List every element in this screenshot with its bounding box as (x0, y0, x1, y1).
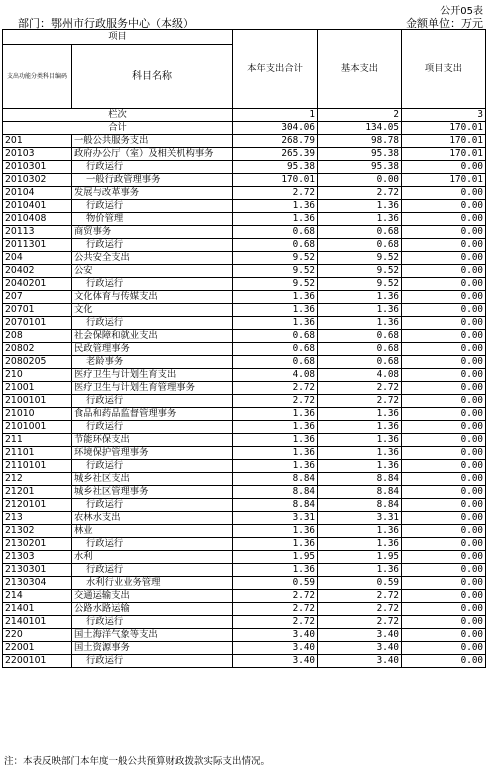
row-name: 医疗卫生与计划生育支出 (72, 369, 233, 382)
row-name: 行政运行 (72, 538, 233, 551)
row-total: 0.59 (233, 577, 318, 590)
row-code: 2010301 (3, 161, 72, 174)
total-basic: 134.05 (318, 122, 402, 135)
table-row (3, 356, 486, 369)
row-basic: 3.40 (318, 642, 402, 655)
row-name: 国土资源事务 (72, 642, 233, 655)
row-project: 0.00 (402, 460, 486, 473)
row-name: 公共安全支出 (72, 252, 233, 265)
row-project: 0.00 (402, 213, 486, 226)
row-code: 21302 (3, 525, 72, 538)
row-code: 207 (3, 291, 72, 304)
index-label: 栏次 (3, 109, 233, 122)
table-row (3, 642, 486, 655)
row-basic: 9.52 (318, 278, 402, 291)
row-total: 2.72 (233, 590, 318, 603)
row-basic: 1.36 (318, 564, 402, 577)
row-total: 170.01 (233, 174, 318, 187)
table-row (3, 603, 486, 616)
row-total: 2.72 (233, 395, 318, 408)
row-project: 0.00 (402, 187, 486, 200)
row-project: 0.00 (402, 265, 486, 278)
row-total: 1.36 (233, 408, 318, 421)
row-name: 医疗卫生与计划生育管理事务 (72, 382, 233, 395)
row-name: 行政运行 (72, 395, 233, 408)
row-name: 文化 (72, 304, 233, 317)
table-row (3, 174, 486, 187)
row-basic: 1.36 (318, 304, 402, 317)
row-code: 2101001 (3, 421, 72, 434)
table-row (3, 655, 486, 668)
row-name: 城乡社区管理事务 (72, 486, 233, 499)
row-code: 2070101 (3, 317, 72, 330)
table-row (3, 447, 486, 460)
row-total: 1.36 (233, 538, 318, 551)
row-basic: 2.72 (318, 187, 402, 200)
row-project: 0.00 (402, 642, 486, 655)
table-row (3, 200, 486, 213)
name-header: 科目名称 (72, 45, 233, 109)
row-code: 2010401 (3, 200, 72, 213)
row-name: 行政运行 (72, 200, 233, 213)
row-code: 2040201 (3, 278, 72, 291)
row-total: 1.36 (233, 525, 318, 538)
table-row (3, 304, 486, 317)
row-total: 265.39 (233, 148, 318, 161)
row-code: 2010408 (3, 213, 72, 226)
row-project: 0.00 (402, 629, 486, 642)
row-project: 0.00 (402, 512, 486, 525)
row-code: 2100101 (3, 395, 72, 408)
table-row (3, 538, 486, 551)
row-name: 公安 (72, 265, 233, 278)
row-project: 0.00 (402, 252, 486, 265)
row-name: 公路水路运输 (72, 603, 233, 616)
index-col-3: 3 (402, 109, 486, 122)
row-basic: 0.68 (318, 356, 402, 369)
expenditure-table (2, 29, 486, 668)
table-row (3, 473, 486, 486)
row-name: 行政运行 (72, 239, 233, 252)
row-total: 0.68 (233, 356, 318, 369)
row-code: 20802 (3, 343, 72, 356)
row-project: 0.00 (402, 356, 486, 369)
row-basic: 8.84 (318, 499, 402, 512)
row-basic: 8.84 (318, 486, 402, 499)
row-project: 0.00 (402, 564, 486, 577)
row-code: 211 (3, 434, 72, 447)
row-project: 0.00 (402, 603, 486, 616)
table-row (3, 226, 486, 239)
row-project: 0.00 (402, 655, 486, 668)
row-name: 水利行业业务管理 (72, 577, 233, 590)
row-basic: 3.40 (318, 629, 402, 642)
table-row (3, 395, 486, 408)
row-total: 1.36 (233, 421, 318, 434)
department-label: 部门：鄂州市行政服务中心（本级） (18, 17, 194, 30)
row-name: 节能环保支出 (72, 434, 233, 447)
row-basic: 95.38 (318, 148, 402, 161)
row-basic: 1.36 (318, 434, 402, 447)
row-basic: 0.59 (318, 577, 402, 590)
row-code: 2130201 (3, 538, 72, 551)
row-project: 0.00 (402, 369, 486, 382)
row-basic: 2.72 (318, 603, 402, 616)
row-name: 农林水支出 (72, 512, 233, 525)
table-row (3, 291, 486, 304)
table-row (3, 421, 486, 434)
row-total: 8.84 (233, 473, 318, 486)
row-code: 20402 (3, 265, 72, 278)
row-name: 物价管理 (72, 213, 233, 226)
row-total: 268.79 (233, 135, 318, 148)
row-project: 0.00 (402, 161, 486, 174)
basic-header: 基本支出 (318, 30, 402, 109)
row-name: 行政运行 (72, 317, 233, 330)
total-row (3, 122, 486, 135)
table-row (3, 629, 486, 642)
row-project: 0.00 (402, 343, 486, 356)
row-project: 0.00 (402, 200, 486, 213)
row-project: 0.00 (402, 473, 486, 486)
row-code: 2130301 (3, 564, 72, 577)
row-name: 行政运行 (72, 421, 233, 434)
row-project: 0.00 (402, 317, 486, 330)
row-total: 1.36 (233, 304, 318, 317)
row-total: 2.72 (233, 603, 318, 616)
row-name: 行政运行 (72, 161, 233, 174)
table-row (3, 213, 486, 226)
row-code: 2140101 (3, 616, 72, 629)
row-name: 林业 (72, 525, 233, 538)
row-code: 21101 (3, 447, 72, 460)
table-row (3, 382, 486, 395)
row-total: 95.38 (233, 161, 318, 174)
row-project: 0.00 (402, 239, 486, 252)
row-code: 21401 (3, 603, 72, 616)
row-basic: 0.00 (318, 174, 402, 187)
row-total: 8.84 (233, 486, 318, 499)
table-row (3, 369, 486, 382)
table-header-row-1 (3, 30, 486, 45)
row-code: 21303 (3, 551, 72, 564)
row-name: 国土海洋气象等支出 (72, 629, 233, 642)
row-basic: 2.72 (318, 382, 402, 395)
row-basic: 0.68 (318, 226, 402, 239)
row-name: 发展与改革事务 (72, 187, 233, 200)
row-code: 212 (3, 473, 72, 486)
row-project: 0.00 (402, 291, 486, 304)
row-name: 社会保障和就业支出 (72, 330, 233, 343)
row-basic: 9.52 (318, 252, 402, 265)
row-basic: 1.36 (318, 200, 402, 213)
row-total: 1.36 (233, 291, 318, 304)
row-code: 20113 (3, 226, 72, 239)
row-name: 食品和药品监督管理事务 (72, 408, 233, 421)
row-name: 水利 (72, 551, 233, 564)
row-name: 行政运行 (72, 655, 233, 668)
row-name: 行政运行 (72, 564, 233, 577)
row-project: 0.00 (402, 538, 486, 551)
row-total: 3.31 (233, 512, 318, 525)
table-row (3, 343, 486, 356)
total-header: 本年支出合计 (233, 30, 318, 109)
row-basic: 3.40 (318, 655, 402, 668)
row-basic: 2.72 (318, 590, 402, 603)
table-row (3, 616, 486, 629)
row-name: 文化体育与传媒支出 (72, 291, 233, 304)
row-code: 20701 (3, 304, 72, 317)
row-code: 21201 (3, 486, 72, 499)
table-row (3, 551, 486, 564)
row-total: 3.40 (233, 655, 318, 668)
row-total: 2.72 (233, 616, 318, 629)
row-code: 2080205 (3, 356, 72, 369)
row-name: 老龄事务 (72, 356, 233, 369)
row-project: 0.00 (402, 382, 486, 395)
row-project: 0.00 (402, 499, 486, 512)
row-basic: 0.68 (318, 239, 402, 252)
row-project: 0.00 (402, 577, 486, 590)
index-col-1: 1 (233, 109, 318, 122)
row-project: 0.00 (402, 395, 486, 408)
row-project: 0.00 (402, 304, 486, 317)
row-name: 行政运行 (72, 460, 233, 473)
table-row (3, 525, 486, 538)
row-name: 商贸事务 (72, 226, 233, 239)
row-basic: 1.36 (318, 460, 402, 473)
row-total: 0.68 (233, 330, 318, 343)
footnote: 注：本表反映部门本年度一般公共预算财政拨款实际支出情况。 (4, 756, 271, 767)
row-basic: 1.95 (318, 551, 402, 564)
row-total: 2.72 (233, 382, 318, 395)
row-project: 0.00 (402, 330, 486, 343)
index-row (3, 109, 486, 122)
row-project: 0.00 (402, 421, 486, 434)
row-code: 214 (3, 590, 72, 603)
total-sum: 304.06 (233, 122, 318, 135)
row-total: 1.36 (233, 447, 318, 460)
code-header: 支出功能分类科目编码 (3, 45, 72, 109)
table-row (3, 135, 486, 148)
table-row (3, 148, 486, 161)
table-row (3, 278, 486, 291)
row-code: 2010302 (3, 174, 72, 187)
row-total: 8.84 (233, 499, 318, 512)
row-basic: 9.52 (318, 265, 402, 278)
row-code: 20103 (3, 148, 72, 161)
row-code: 2110101 (3, 460, 72, 473)
row-total: 1.36 (233, 213, 318, 226)
table-row (3, 317, 486, 330)
total-label: 合计 (3, 122, 233, 135)
row-name: 行政运行 (72, 616, 233, 629)
row-name: 民政管理事务 (72, 343, 233, 356)
row-code: 2200101 (3, 655, 72, 668)
row-basic: 2.72 (318, 395, 402, 408)
table-row (3, 434, 486, 447)
row-project: 0.00 (402, 525, 486, 538)
total-project: 170.01 (402, 122, 486, 135)
row-name: 环境保护管理事务 (72, 447, 233, 460)
row-basic: 4.08 (318, 369, 402, 382)
row-project: 0.00 (402, 278, 486, 291)
row-total: 3.40 (233, 642, 318, 655)
row-code: 201 (3, 135, 72, 148)
table-row (3, 564, 486, 577)
row-code: 20104 (3, 187, 72, 200)
table-row (3, 161, 486, 174)
row-code: 213 (3, 512, 72, 525)
row-project: 170.01 (402, 135, 486, 148)
row-total: 1.36 (233, 200, 318, 213)
row-total: 2.72 (233, 187, 318, 200)
row-code: 208 (3, 330, 72, 343)
row-total: 9.52 (233, 265, 318, 278)
row-project: 0.00 (402, 226, 486, 239)
table-row (3, 460, 486, 473)
row-name: 一般公共服务支出 (72, 135, 233, 148)
row-code: 21010 (3, 408, 72, 421)
row-basic: 98.78 (318, 135, 402, 148)
row-name: 城乡社区支出 (72, 473, 233, 486)
row-project: 170.01 (402, 174, 486, 187)
row-name: 行政运行 (72, 278, 233, 291)
row-project: 0.00 (402, 447, 486, 460)
row-basic: 0.68 (318, 330, 402, 343)
row-basic: 1.36 (318, 525, 402, 538)
row-name: 政府办公厅（室）及相关机构事务 (72, 148, 233, 161)
table-row (3, 577, 486, 590)
row-basic: 1.36 (318, 538, 402, 551)
row-code: 2011301 (3, 239, 72, 252)
table-row (3, 408, 486, 421)
row-basic: 1.36 (318, 408, 402, 421)
row-project: 0.00 (402, 616, 486, 629)
row-basic: 95.38 (318, 161, 402, 174)
row-name: 交通运输支出 (72, 590, 233, 603)
row-code: 220 (3, 629, 72, 642)
row-basic: 1.36 (318, 291, 402, 304)
table-body (3, 109, 486, 668)
row-basic: 2.72 (318, 616, 402, 629)
row-name: 一般行政管理事务 (72, 174, 233, 187)
table-row (3, 330, 486, 343)
row-total: 1.95 (233, 551, 318, 564)
row-project: 0.00 (402, 408, 486, 421)
row-total: 0.68 (233, 239, 318, 252)
row-basic: 1.36 (318, 447, 402, 460)
table-row (3, 499, 486, 512)
row-total: 1.36 (233, 317, 318, 330)
row-project: 170.01 (402, 148, 486, 161)
table-row (3, 187, 486, 200)
row-total: 1.36 (233, 434, 318, 447)
table-row (3, 252, 486, 265)
table-row (3, 265, 486, 278)
row-code: 210 (3, 369, 72, 382)
row-basic: 1.36 (318, 421, 402, 434)
row-total: 1.36 (233, 564, 318, 577)
unit-label: 金额单位：万元 (406, 17, 483, 30)
row-name: 行政运行 (72, 499, 233, 512)
row-code: 204 (3, 252, 72, 265)
item-header: 项目 (3, 30, 233, 45)
table-row (3, 512, 486, 525)
row-total: 0.68 (233, 343, 318, 356)
row-total: 1.36 (233, 460, 318, 473)
row-total: 9.52 (233, 278, 318, 291)
row-total: 3.40 (233, 629, 318, 642)
row-basic: 8.84 (318, 473, 402, 486)
row-project: 0.00 (402, 590, 486, 603)
row-project: 0.00 (402, 434, 486, 447)
table-row (3, 239, 486, 252)
form-id-label: 公开05表 (440, 6, 483, 17)
table-row (3, 590, 486, 603)
row-project: 0.00 (402, 551, 486, 564)
row-project: 0.00 (402, 486, 486, 499)
row-basic: 0.68 (318, 343, 402, 356)
row-code: 2130304 (3, 577, 72, 590)
index-col-2: 2 (318, 109, 402, 122)
row-total: 9.52 (233, 252, 318, 265)
row-total: 4.08 (233, 369, 318, 382)
row-total: 0.68 (233, 226, 318, 239)
row-basic: 3.31 (318, 512, 402, 525)
table-row (3, 486, 486, 499)
project-header: 项目支出 (402, 30, 486, 109)
row-code: 22001 (3, 642, 72, 655)
row-code: 21001 (3, 382, 72, 395)
row-basic: 1.36 (318, 317, 402, 330)
row-code: 2120101 (3, 499, 72, 512)
row-basic: 1.36 (318, 213, 402, 226)
